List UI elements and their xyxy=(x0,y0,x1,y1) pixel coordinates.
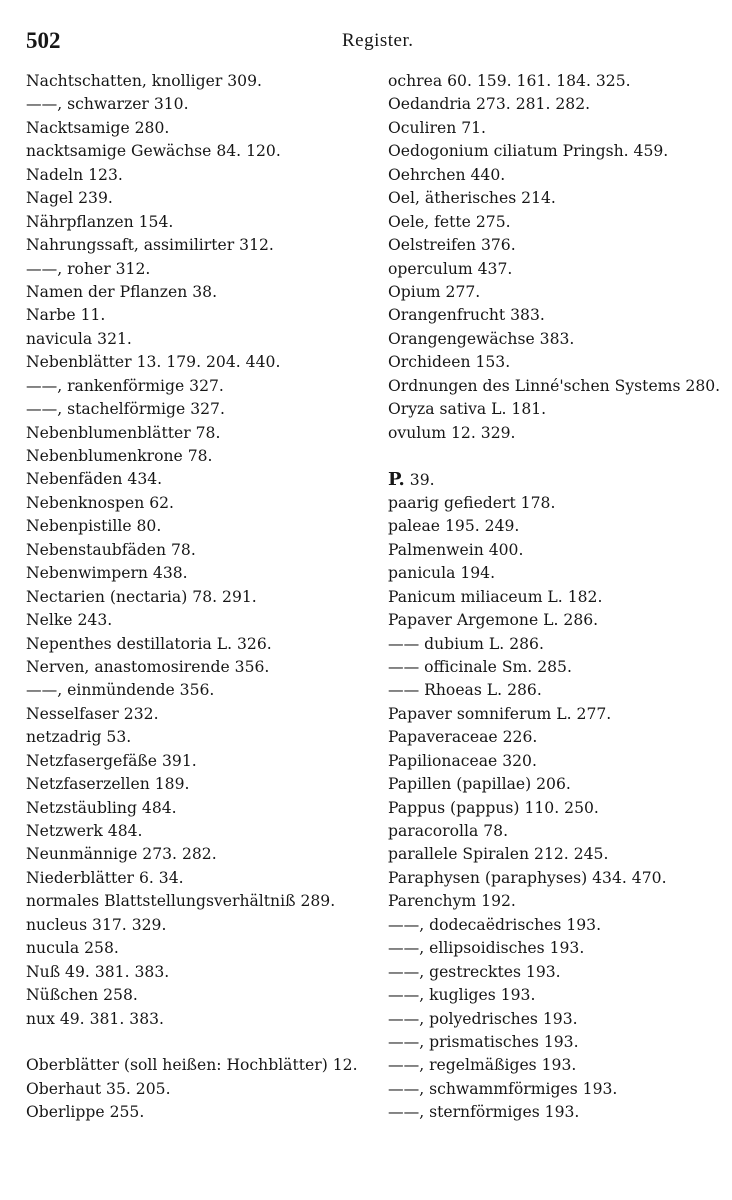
index-entry: Nährpflanzen 154. xyxy=(26,212,174,231)
index-entry: ——, schwarzer 310. xyxy=(26,95,189,114)
index-entry: Nebenpistille 80. xyxy=(26,517,162,536)
index-entry: Nuß 49. 381. 383. xyxy=(26,962,170,981)
index-entry: Nahrungssaft, assimilirter 312. xyxy=(26,236,274,255)
index-entry: Nebenblumenblätter 78. xyxy=(26,423,221,442)
index-entry: ——, dodecaëdrisches 193. xyxy=(388,915,602,934)
index-entry: ——, regelmäßiges 193. xyxy=(388,1056,577,1075)
index-entry: Netzfaserzellen 189. xyxy=(26,775,190,794)
index-entry: Nadeln 123. xyxy=(26,165,123,184)
index-entry: ——, roher 312. xyxy=(26,259,151,278)
index-entry: Papaver Argemone L. 286. xyxy=(388,611,599,630)
index-entry: Oele, fette 275. xyxy=(388,212,511,231)
index-entry: ——, stachelförmige 327. xyxy=(26,400,225,419)
index-entry: ——, kugliges 193. xyxy=(388,986,536,1005)
index-entry: Palmenwein 400. xyxy=(388,540,524,559)
index-entry: nucula 258. xyxy=(26,939,119,958)
index-entry: Nebenwimpern 438. xyxy=(26,564,188,583)
index-entry: Orchideen 153. xyxy=(388,353,511,372)
index-entry: normales Blattstellungsverhältniß 289. xyxy=(26,892,336,911)
index-entry: ——, einmündende 356. xyxy=(26,681,215,700)
index-entry: Oelstreifen 376. xyxy=(388,236,516,255)
section-letter: P. xyxy=(388,469,405,491)
index-entry: Ordnungen des Linné'schen Systems 280. xyxy=(388,376,721,395)
index-entry: Nebenfäden 434. xyxy=(26,470,163,489)
index-entry: ——, sternförmiges 193. xyxy=(388,1103,580,1122)
index-entry: nucleus 317. 329. xyxy=(26,915,167,934)
index-entry: Oedandria 273. 281. 282. xyxy=(388,95,591,114)
index-entry: Nesselfaser 232. xyxy=(26,704,159,723)
index-entry: Nacktsamige 280. xyxy=(26,118,170,137)
index-entry: netzadrig 53. xyxy=(26,728,132,747)
index-entry: Netzfasergefäße 391. xyxy=(26,751,197,770)
index-entry: Namen der Pflanzen 38. xyxy=(26,282,218,301)
index-entry: navicula 321. xyxy=(26,329,132,348)
index-entry: Nüßchen 258. xyxy=(26,986,138,1005)
index-entry: ——, rankenförmige 327. xyxy=(26,376,224,395)
index-entry: Opium 277. xyxy=(388,282,481,301)
index-column-right xyxy=(388,70,722,1125)
index-entry: panicula 194. xyxy=(388,564,496,583)
index-entry: ——, schwammförmiges 193. xyxy=(388,1079,618,1098)
index-entry: Nebenblätter 13. 179. 204. 440. xyxy=(26,353,281,372)
running-head: Register. xyxy=(342,30,414,51)
index-entry: Panicum miliaceum L. 182. xyxy=(388,587,603,606)
index-entry: Oberblätter (soll heißen: Hochblätter) 12. xyxy=(26,1056,358,1075)
index-entry: Niederblätter 6. 34. xyxy=(26,868,184,887)
index-entry: Nebenknospen 62. xyxy=(26,493,175,512)
index-column-left xyxy=(26,70,370,1125)
index-entry: Pappus (pappus) 110. 250. xyxy=(388,798,599,817)
index-entry: Papillen (papillae) 206. xyxy=(388,775,571,794)
index-entry: P. 39. xyxy=(388,469,435,491)
index-entry: Oberhaut 35. 205. xyxy=(26,1079,171,1098)
index-entry: paarig gefiedert 178. xyxy=(388,493,556,512)
index-entry: Paraphysen (paraphyses) 434. 470. xyxy=(388,868,667,887)
index-entry: Oehrchen 440. xyxy=(388,165,506,184)
index-entry: Nebenstaubfäden 78. xyxy=(26,540,196,559)
index-entry: Oel, ätherisches 214. xyxy=(388,189,556,208)
index-entry: paracorolla 78. xyxy=(388,822,509,840)
index-entry: Nagel 239. xyxy=(26,189,113,208)
index-entry: ochrea 60. 159. 161. 184. 325. xyxy=(388,72,631,90)
index-entry: —— officinale Sm. 285. xyxy=(388,657,572,676)
index-entry: Nebenblumenkrone 78. xyxy=(26,447,213,465)
index-entry: Netzstäubling 484. xyxy=(26,798,177,817)
index-entry: Nerven, anastomosirende 356. xyxy=(26,657,270,676)
index-entry: ——, ellipsoidisches 193. xyxy=(388,939,585,958)
index-entry: —— dubium L. 286. xyxy=(388,634,544,653)
index-entry: parallele Spiralen 212. 245. xyxy=(388,845,609,864)
index-entry: nacktsamige Gewächse 84. 120. xyxy=(26,142,281,161)
index-entry: Parenchym 192. xyxy=(388,892,516,911)
index-entry: ——, gestrecktes 193. xyxy=(388,962,561,981)
index-entry: Oculiren 71. xyxy=(388,118,487,137)
index-entry: Nectarien (nectaria) 78. 291. xyxy=(26,587,257,606)
index-entry: ——, prismatisches 193. xyxy=(388,1032,579,1051)
index-entry: ——, polyedrisches 193. xyxy=(388,1009,578,1028)
index-entry: nux 49. 381. 383. xyxy=(26,1009,164,1028)
index-entry: Nelke 243. xyxy=(26,611,113,630)
page-number: 502 xyxy=(26,28,61,53)
index-entry: paleae 195. 249. xyxy=(388,517,520,536)
index-entry: Nachtschatten, knolliger 309. xyxy=(26,72,262,90)
index-entry: ovulum 12. 329. xyxy=(388,423,516,442)
index-entry: —— Rhoeas L. 286. xyxy=(388,681,542,700)
index-entry: Papilionaceae 320. xyxy=(388,751,537,770)
index-entry: Narbe 11. xyxy=(26,306,106,325)
index-entry: Oberlippe 255. xyxy=(26,1103,145,1122)
index-entry: Nepenthes destillatoria L. 326. xyxy=(26,634,272,653)
index-entry: Oedogonium ciliatum Pringsh. 459. xyxy=(388,142,669,161)
index-entry: Neunmännige 273. 282. xyxy=(26,845,217,864)
index-entry: Oryza sativa L. 181. xyxy=(388,400,547,419)
index-entry: Orangengewächse 383. xyxy=(388,329,575,348)
index-entry: operculum 437. xyxy=(388,259,513,278)
index-entry: Orangenfrucht 383. xyxy=(388,306,545,325)
index-entry: Papaver somniferum L. 277. xyxy=(388,704,612,723)
index-entry: Papaveraceae 226. xyxy=(388,728,538,747)
index-entry: Netzwerk 484. xyxy=(26,822,143,840)
